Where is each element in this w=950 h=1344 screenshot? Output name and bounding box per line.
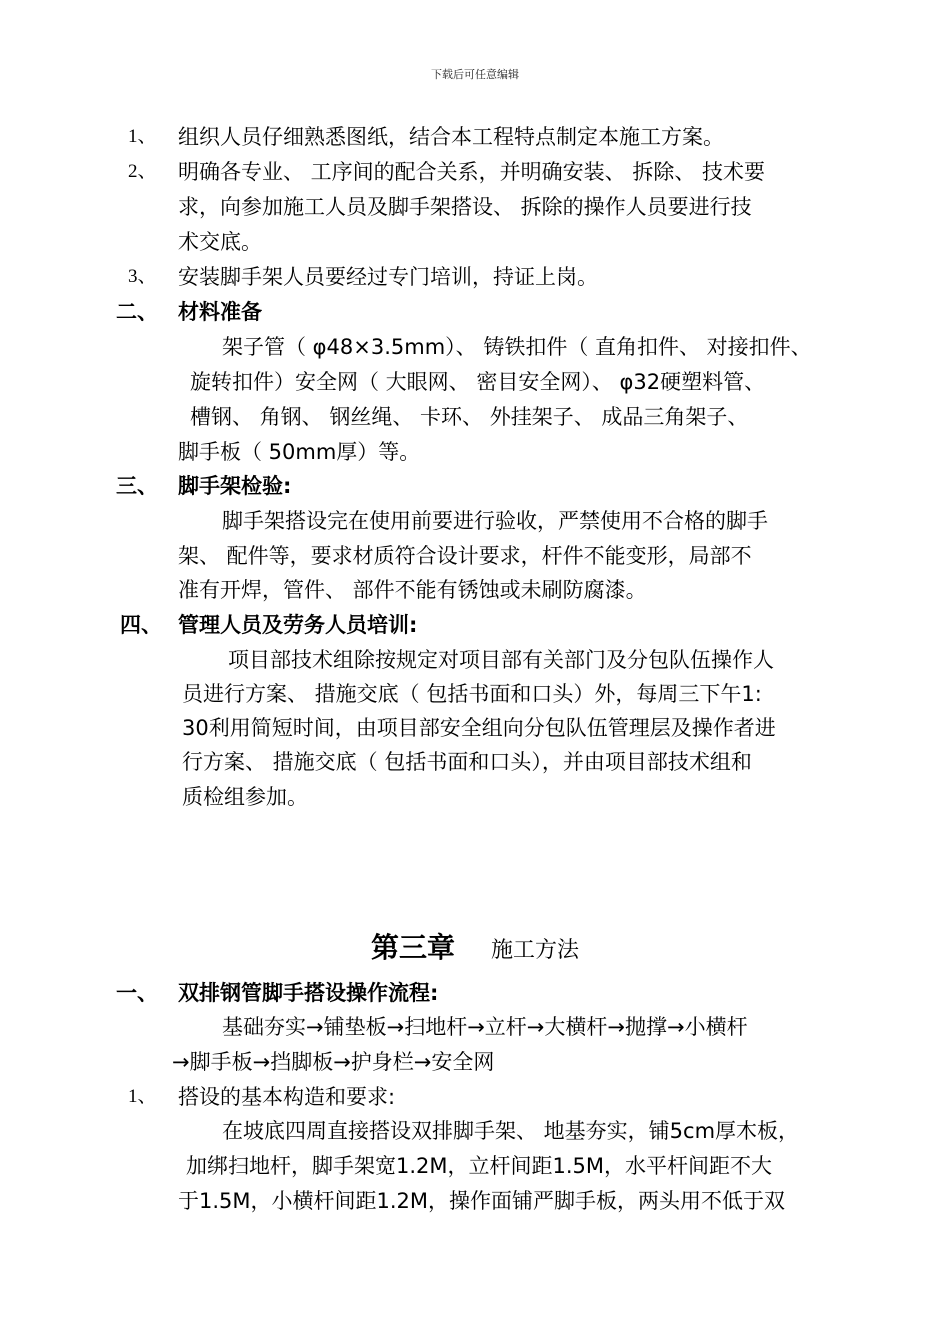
item-number: 1、 — [128, 126, 157, 147]
section-number: 四、 — [120, 613, 162, 637]
paragraph-line: 在坡底四周直接搭设双排脚手架、 地基夯实，铺5cm厚木板， — [222, 1119, 800, 1143]
paragraph-line: 架、 配件等，要求材质符合设计要求，杆件不能变形，局部不 — [178, 544, 752, 568]
page-header: 下载后可任意编辑 — [431, 68, 519, 81]
paragraph-line: 脚手板（ 50mm厚）等。 — [178, 440, 421, 464]
paragraph-line: 项目部技术组除按规定对项目部有关部门及分包队伍操作人 — [228, 648, 774, 672]
paragraph-line: 于1.5M，小横杆间距1.2M，操作面铺严脚手板，两头用不低于双 — [178, 1189, 786, 1213]
paragraph-line: →脚手板→挡脚板→护身栏→安全网 — [172, 1050, 495, 1074]
section-heading: 材料准备 — [178, 300, 262, 324]
paragraph-line: 行方案、 措施交底（ 包括书面和口头），并由项目部技术组和 — [182, 750, 752, 774]
item-text: 术交底。 — [178, 230, 262, 254]
item-text: 明确各专业、 工序间的配合关系，并明确安装、 拆除、 技术要 — [178, 160, 766, 184]
chapter-heading — [0, 926, 950, 966]
section-number: 一、 — [116, 981, 158, 1005]
section-number: 三、 — [116, 474, 158, 498]
section-heading: 脚手架检验: — [178, 474, 292, 498]
paragraph-line: 旋转扣件）安全网（ 大眼网、 密目安全网）、 φ32硬塑料管、 — [190, 370, 766, 394]
chapter-label: 第三章 — [370, 931, 455, 964]
item-text: 求，向参加施工人员及脚手架搭设、 拆除的操作人员要进行技 — [178, 195, 752, 219]
chapter-title: 施工方法 — [491, 938, 580, 963]
item-number: 3、 — [128, 266, 157, 287]
item-number: 1、 — [128, 1086, 157, 1107]
paragraph-line: 30利用简短时间，由项目部安全组向分包队伍管理层及操作者进 — [182, 716, 776, 740]
item-text: 搭设的基本构造和要求: — [178, 1085, 396, 1109]
item-number: 2、 — [128, 161, 157, 182]
item-text: 安装脚手架人员要经过专门培训，持证上岗。 — [178, 265, 598, 289]
item-text: 组织人员仔细熟悉图纸，结合本工程特点制定本施工方案。 — [178, 125, 724, 149]
paragraph-line: 脚手架搭设完在使用前要进行验收，严禁使用不合格的脚手 — [222, 509, 768, 533]
section-number: 二、 — [116, 300, 158, 324]
paragraph-line: 加绑扫地杆，脚手架宽1.2M，立杆间距1.5M，水平杆间距不大 — [186, 1154, 773, 1178]
paragraph-line: 员进行方案、 措施交底（ 包括书面和口头）外，每周三下午1: — [182, 682, 762, 706]
paragraph-line: 槽钢、 角钢、 钢丝绳、 卡环、 外挂架子、 成品三角架子、 — [190, 405, 749, 429]
paragraph-line: 架子管（ φ48×3.5mm）、 铸铁扣件（ 直角扣件、 对接扣件、 — [222, 335, 812, 359]
section-heading: 管理人员及劳务人员培训: — [178, 613, 418, 637]
section-heading: 双排钢管脚手搭设操作流程: — [178, 981, 439, 1005]
paragraph-line: 基础夯实→铺垫板→扫地杆→立杆→大横杆→抛撑→小横杆 — [222, 1015, 748, 1039]
paragraph-line: 准有开焊，管件、 部件不能有锈蚀或未刷防腐漆。 — [178, 578, 647, 602]
paragraph-line: 质检组参加。 — [182, 785, 308, 809]
